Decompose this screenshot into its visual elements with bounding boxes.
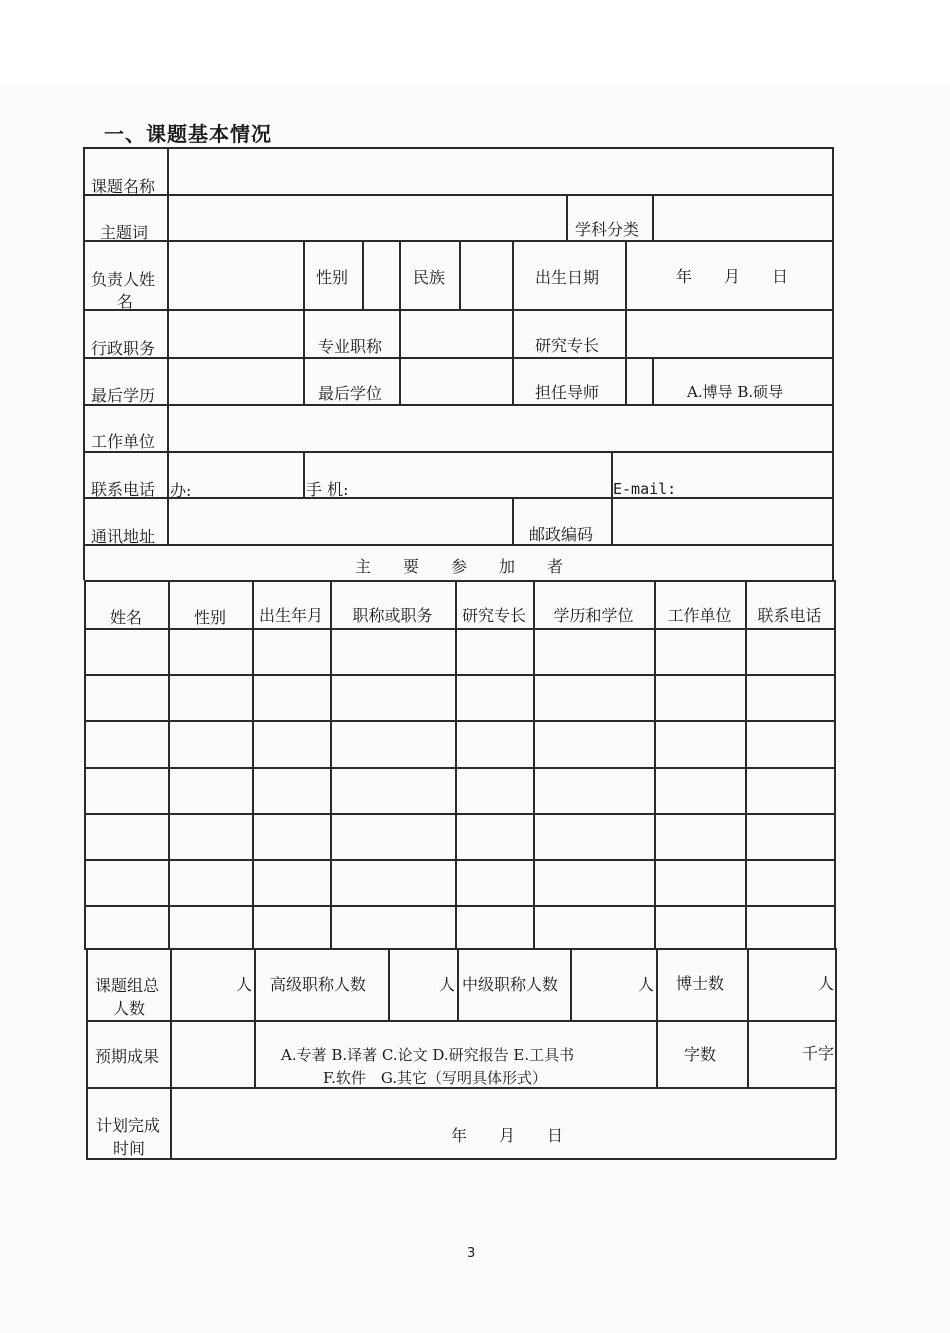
col-header-specialty: 研究专长 (461, 606, 526, 625)
planned-completion-label-cont: 时间 (113, 1139, 146, 1158)
middle-title-unit[interactable]: 人 (638, 975, 655, 994)
expected-outcome-field[interactable] (172, 1023, 252, 1086)
col-divider (652, 194, 654, 240)
ethnicity-label: 民族 (413, 268, 446, 287)
birthdate-field[interactable]: 年 月 日 (676, 267, 789, 286)
table-row[interactable] (86, 861, 834, 904)
row-divider (83, 309, 833, 311)
planned-completion-label: 计划完成 (96, 1116, 161, 1135)
postcode-label: 邮政编码 (529, 525, 594, 544)
degree-field[interactable] (402, 360, 510, 403)
prof-title-field[interactable] (402, 312, 510, 356)
project-name-field[interactable] (170, 150, 830, 193)
gender-label: 性别 (316, 268, 349, 287)
admin-post-label: 行政职务 (91, 339, 156, 358)
col-divider (303, 451, 305, 497)
outcome-options-line-1[interactable]: A.专著 B.译著 C.论文 D.研究报告 E.工具书 (281, 1046, 575, 1064)
discipline-label: 学科分类 (575, 220, 640, 239)
col-divider (362, 240, 364, 309)
work-unit-field[interactable] (170, 407, 831, 450)
col-header-gender: 性别 (193, 608, 226, 627)
col-divider (399, 240, 401, 404)
col-divider (512, 497, 514, 544)
row-divider (86, 1020, 836, 1022)
keywords-field[interactable] (170, 197, 564, 239)
expected-outcome-label: 预期成果 (95, 1047, 160, 1066)
word-count-label: 字数 (684, 1045, 717, 1064)
table-border-left (86, 948, 88, 1159)
table-row[interactable] (86, 722, 834, 766)
table-border-top (83, 147, 833, 149)
keywords-label: 主题词 (100, 223, 149, 242)
table-row[interactable] (86, 907, 834, 947)
supervisor-field[interactable] (628, 360, 650, 403)
table-border-right (834, 580, 836, 950)
gender-field[interactable] (365, 243, 397, 308)
middle-title-label: 中级职称人数 (462, 975, 559, 994)
col-divider (459, 240, 461, 309)
row-divider (83, 544, 834, 546)
senior-title-label: 高级职称人数 (270, 975, 367, 994)
col-header-title: 职称或职务 (352, 606, 433, 625)
supervisor-options[interactable]: A.博导 B.硕导 (687, 383, 784, 401)
table-border-left (83, 147, 85, 580)
birthdate-label: 出生日期 (535, 268, 600, 287)
col-divider (457, 948, 459, 1020)
education-field[interactable] (170, 360, 301, 403)
col-header-phone: 联系电话 (757, 606, 822, 625)
col-divider (625, 240, 627, 404)
supervisor-label: 担任导师 (535, 383, 600, 402)
address-field[interactable] (170, 500, 510, 543)
degree-label: 最后学位 (318, 384, 383, 403)
total-members-unit[interactable]: 人 (236, 975, 253, 994)
col-divider (303, 240, 305, 404)
table-row[interactable] (86, 676, 834, 719)
postcode-field[interactable] (614, 500, 831, 543)
address-label: 通讯地址 (91, 527, 156, 546)
col-header-education: 学历和学位 (553, 606, 634, 625)
leader-name-label: 负责人姓 (91, 270, 156, 289)
row-divider (83, 497, 834, 499)
research-field-field[interactable] (628, 312, 830, 356)
education-label: 最后学历 (91, 386, 156, 405)
discipline-field[interactable] (655, 197, 830, 239)
col-divider (512, 240, 514, 404)
participants-section-title: 主 要 参 加 者 (354, 557, 563, 576)
page-number: 3 (467, 1246, 476, 1261)
table-border-right (832, 147, 834, 580)
row-divider (83, 404, 833, 406)
table-row[interactable] (86, 630, 834, 673)
total-members-label: 课题组总 (95, 976, 160, 995)
row-divider (83, 451, 834, 453)
phone-label: 联系电话 (91, 480, 156, 499)
office-phone-field[interactable]: 办: (170, 481, 192, 500)
table-border-right (835, 948, 837, 1159)
col-header-work-unit: 工作单位 (667, 606, 732, 625)
label-column-divider (167, 147, 169, 544)
col-divider (570, 948, 572, 1020)
work-unit-label: 工作单位 (91, 432, 156, 451)
col-divider (254, 948, 256, 1087)
table-row[interactable] (86, 815, 834, 858)
mobile-phone-field[interactable]: 手 机: (306, 480, 349, 499)
word-count-unit[interactable]: 千字 (802, 1044, 835, 1063)
leader-name-label-cont: 名 (117, 292, 134, 311)
row-divider (83, 357, 833, 359)
research-field-label: 研究专长 (535, 336, 600, 355)
col-divider (747, 948, 749, 1087)
admin-post-field[interactable] (170, 312, 301, 356)
ethnicity-field[interactable] (462, 243, 510, 308)
table-row[interactable] (86, 769, 834, 812)
section-heading: 一、课题基本情况 (104, 122, 272, 146)
row-divider (84, 580, 835, 582)
email-field[interactable]: E-mail: (613, 480, 677, 498)
col-divider (652, 357, 654, 404)
col-header-name: 姓名 (109, 608, 142, 627)
phd-count-unit[interactable]: 人 (818, 974, 835, 993)
col-divider (656, 948, 658, 1087)
row-divider (83, 194, 833, 196)
outcome-options-line-2[interactable]: F.软件 G.其它（写明具体形式） (323, 1069, 548, 1087)
prof-title-label: 专业职称 (318, 337, 383, 356)
leader-name-field[interactable] (170, 243, 301, 308)
col-divider (566, 194, 568, 240)
total-members-label-cont: 人数 (113, 999, 146, 1018)
col-divider (388, 948, 390, 1020)
project-name-label: 课题名称 (91, 177, 156, 196)
table-border-bottom (86, 1158, 836, 1160)
planned-completion-date[interactable]: 年 月 日 (451, 1126, 564, 1145)
senior-title-unit[interactable]: 人 (439, 975, 456, 994)
col-header-birth: 出生年月 (258, 606, 323, 625)
row-divider (84, 948, 835, 950)
phd-count-label: 博士数 (676, 974, 725, 993)
row-divider (83, 240, 833, 242)
